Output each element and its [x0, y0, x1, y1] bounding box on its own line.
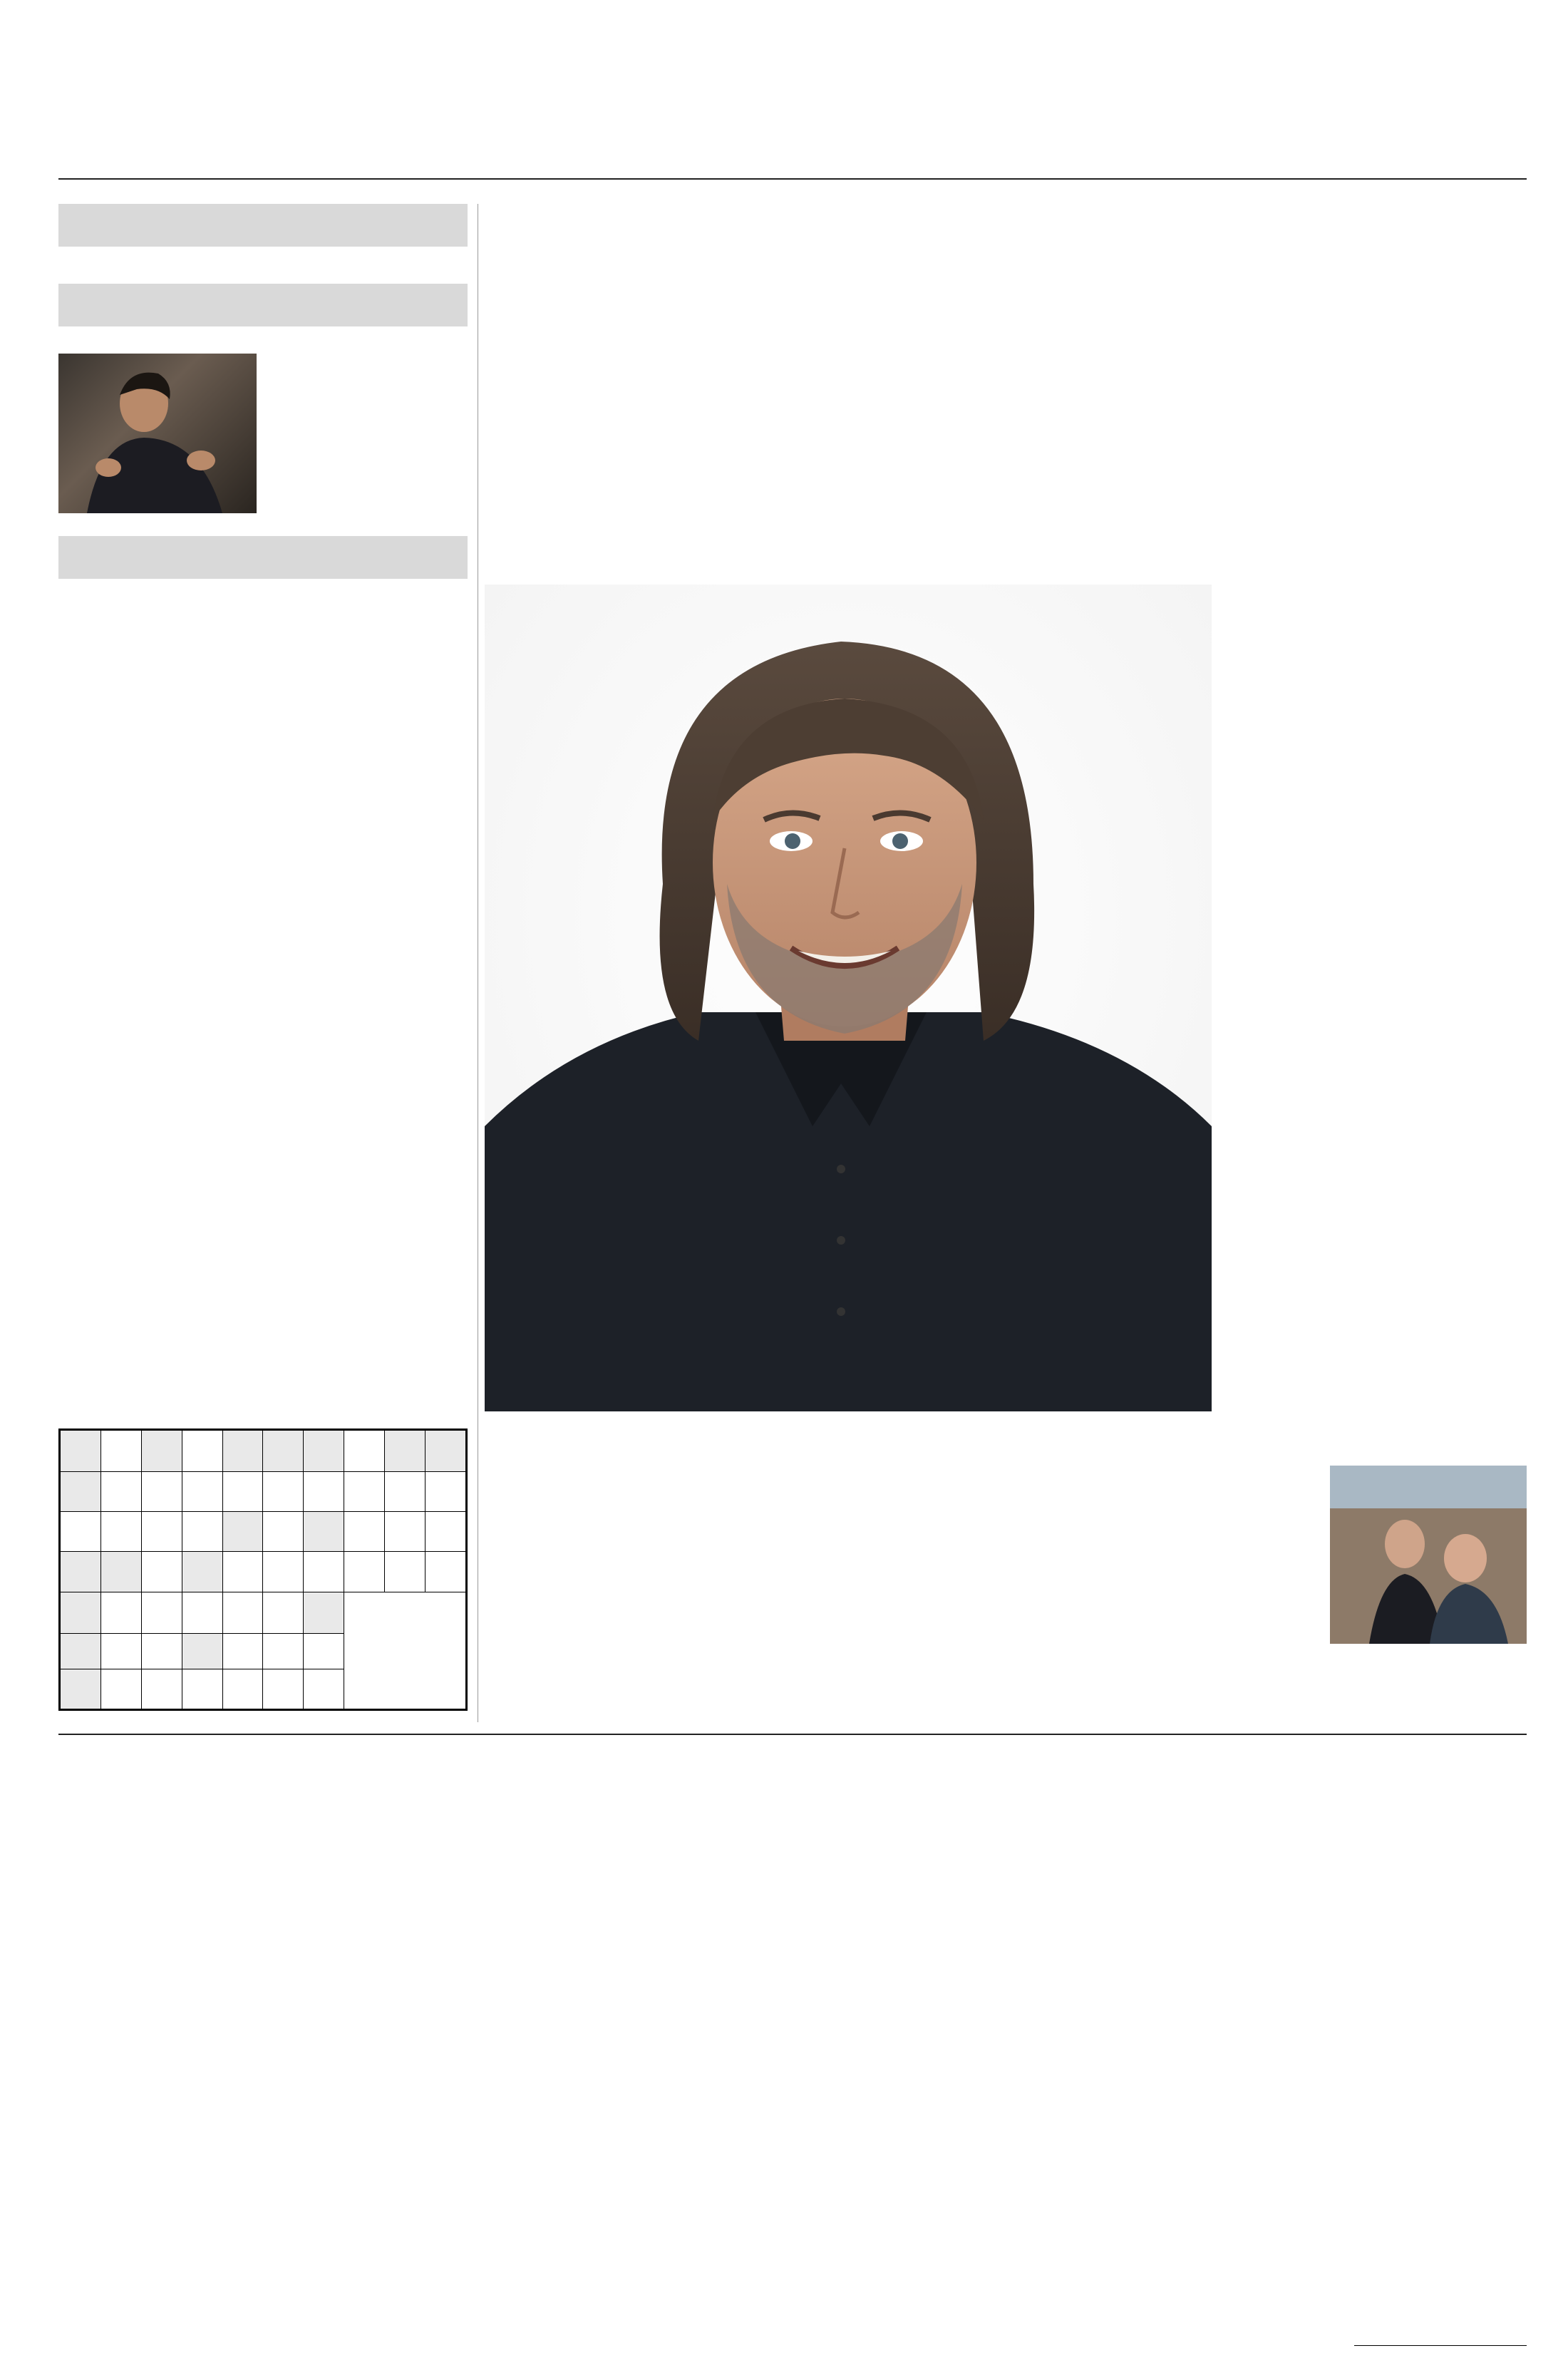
cw-solution-box — [344, 1592, 466, 1709]
cw-clue — [141, 1431, 182, 1472]
section-label-quoten — [58, 536, 468, 579]
cw-clue — [304, 1512, 344, 1552]
menschen-col1 — [58, 345, 257, 518]
cw-clue — [222, 1431, 263, 1472]
main-article — [485, 204, 1527, 208]
cw-clue — [263, 1431, 304, 1472]
cw-clue — [182, 1633, 222, 1669]
menschen-body — [58, 345, 468, 518]
cw-clue — [425, 1431, 466, 1472]
cw-clue — [61, 1472, 101, 1512]
cw-clue — [182, 1552, 222, 1592]
header-rule — [58, 178, 1527, 180]
section-label-gesehen — [58, 204, 468, 247]
tv-footer — [1354, 2345, 1527, 2347]
main-col5 — [1330, 326, 1527, 341]
precht-photo — [485, 585, 1212, 1411]
crossword-grid — [60, 1430, 466, 1709]
sidebar — [58, 204, 468, 594]
cw-clue — [61, 1669, 101, 1709]
cw-clue — [385, 1431, 425, 1472]
hayali-photo — [58, 354, 257, 513]
cw-clue — [304, 1592, 344, 1633]
cw-number — [304, 1669, 344, 1709]
tatort-article — [485, 1457, 1319, 1467]
main-col1 — [485, 326, 679, 342]
precht-portrait — [485, 585, 1212, 1411]
main-col2 — [693, 326, 887, 341]
menschen-col2 — [269, 345, 468, 518]
cw-clue — [61, 1592, 101, 1633]
cw-clue — [61, 1633, 101, 1669]
crossword — [58, 1429, 468, 1711]
tv-rule — [58, 1734, 1527, 1735]
section-label-menschen — [58, 284, 468, 326]
tatort-figures — [1330, 1466, 1527, 1644]
cw-clue — [61, 1552, 101, 1592]
cw-clue — [222, 1512, 263, 1552]
tatort-photo — [1330, 1466, 1527, 1644]
cw-clue — [61, 1431, 101, 1472]
cw-clue — [100, 1552, 141, 1592]
main-col4 — [1109, 326, 1316, 342]
hayali-figure — [58, 354, 257, 513]
cw-clue — [304, 1431, 344, 1472]
